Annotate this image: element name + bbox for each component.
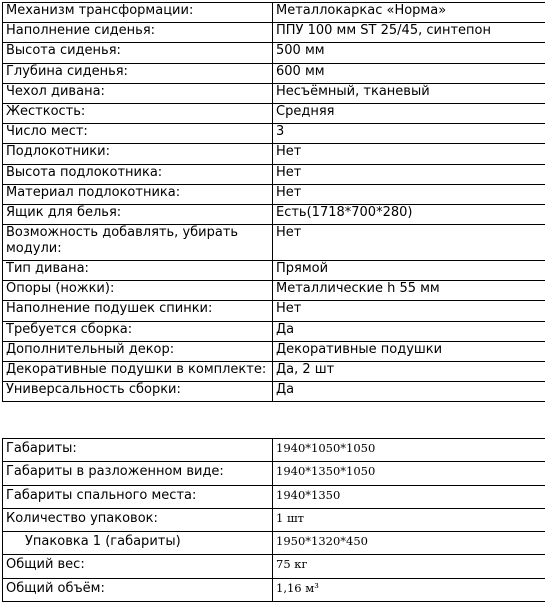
spec-label: Механизм трансформации: — [3, 3, 273, 23]
table-row — [3, 124, 545, 144]
table-row — [3, 321, 545, 341]
table-row — [3, 462, 545, 485]
spec-label: Чехол дивана: — [3, 83, 273, 103]
table-row — [3, 555, 545, 578]
spec-value: Средняя — [273, 103, 545, 123]
spec-value: 500 мм — [273, 43, 545, 63]
dimension-value: 1950*1320*450 — [273, 532, 545, 555]
table-row — [3, 3, 545, 23]
table-row — [3, 43, 545, 63]
spec-label: Глубина сиденья: — [3, 63, 273, 83]
spec-label: Наполнение подушек спинки: — [3, 301, 273, 321]
spec-label: Подлокотники: — [3, 144, 273, 164]
dimension-label: Габариты в разложенном виде: — [3, 462, 273, 485]
table-row — [3, 532, 545, 555]
table-row — [3, 225, 545, 261]
dimension-value: 1940*1050*1050 — [273, 439, 545, 462]
table-row — [3, 578, 545, 601]
table-row — [3, 382, 545, 402]
spec-value: Нет — [273, 301, 545, 321]
spec-value: ППУ 100 мм ST 25/45, синтепон — [273, 23, 545, 43]
table-row — [3, 341, 545, 361]
spec-value: Металлические h 55 мм — [273, 281, 545, 301]
spec-label: Жесткость: — [3, 103, 273, 123]
dimension-value: 1940*1350 — [273, 485, 545, 508]
spec-label: Опоры (ножки): — [3, 281, 273, 301]
dimension-value: 1940*1350*1050 — [273, 462, 545, 485]
dimension-value: 1 шт — [273, 508, 545, 531]
spec-label: Ящик для белья: — [3, 204, 273, 224]
table-row — [3, 164, 545, 184]
spec-label: Требуется сборка: — [3, 321, 273, 341]
spec-label: Тип дивана: — [3, 261, 273, 281]
table-row — [3, 261, 545, 281]
table-row — [3, 23, 545, 43]
table-row — [3, 144, 545, 164]
spec-value: Да, 2 шт — [273, 362, 545, 382]
spec-value: Декоративные подушки — [273, 341, 545, 361]
spec-value: Несъёмный, тканевый — [273, 83, 545, 103]
table-row — [3, 83, 545, 103]
table-row — [3, 362, 545, 382]
dimension-label: Габариты спального места: — [3, 485, 273, 508]
spec-value: 600 мм — [273, 63, 545, 83]
specs-table — [2, 2, 545, 402]
spec-value: Да — [273, 382, 545, 402]
spec-label: Материал подлокотника: — [3, 184, 273, 204]
table-row — [3, 63, 545, 83]
dimension-label: Габариты: — [3, 439, 273, 462]
spec-value: Нет — [273, 225, 545, 261]
spec-value: Да — [273, 321, 545, 341]
dimensions-table — [2, 438, 545, 602]
dimension-label: Общий объём: — [3, 578, 273, 601]
dimension-label: Количество упаковок: — [3, 508, 273, 531]
spec-label: Высота подлокотника: — [3, 164, 273, 184]
spec-value: Есть(1718*700*280) — [273, 204, 545, 224]
table-row — [3, 301, 545, 321]
spec-value: Нет — [273, 144, 545, 164]
spec-value: Прямой — [273, 261, 545, 281]
dimension-label: Общий вес: — [3, 555, 273, 578]
spec-label: Число мест: — [3, 124, 273, 144]
table-row — [3, 439, 545, 462]
spec-label: Наполнение сиденья: — [3, 23, 273, 43]
dimension-value: 75 кг — [273, 555, 545, 578]
spec-value: Металлокаркас «Норма» — [273, 3, 545, 23]
table-row — [3, 184, 545, 204]
spec-value: Нет — [273, 164, 545, 184]
spec-label: Универсальность сборки: — [3, 382, 273, 402]
spec-value: 3 — [273, 124, 545, 144]
spec-value: Нет — [273, 184, 545, 204]
table-row — [3, 281, 545, 301]
dimension-label: Упаковка 1 (габариты) — [3, 532, 273, 555]
spec-label: Декоративные подушки в комплекте: — [3, 362, 273, 382]
table-row — [3, 103, 545, 123]
table-row — [3, 204, 545, 224]
dimension-value: 1,16 м³ — [273, 578, 545, 601]
table-row — [3, 508, 545, 531]
spec-label: Дополнительный декор: — [3, 341, 273, 361]
spec-label: Возможность добавлять, убирать модули: — [3, 225, 273, 261]
spec-label: Высота сиденья: — [3, 43, 273, 63]
table-row — [3, 485, 545, 508]
